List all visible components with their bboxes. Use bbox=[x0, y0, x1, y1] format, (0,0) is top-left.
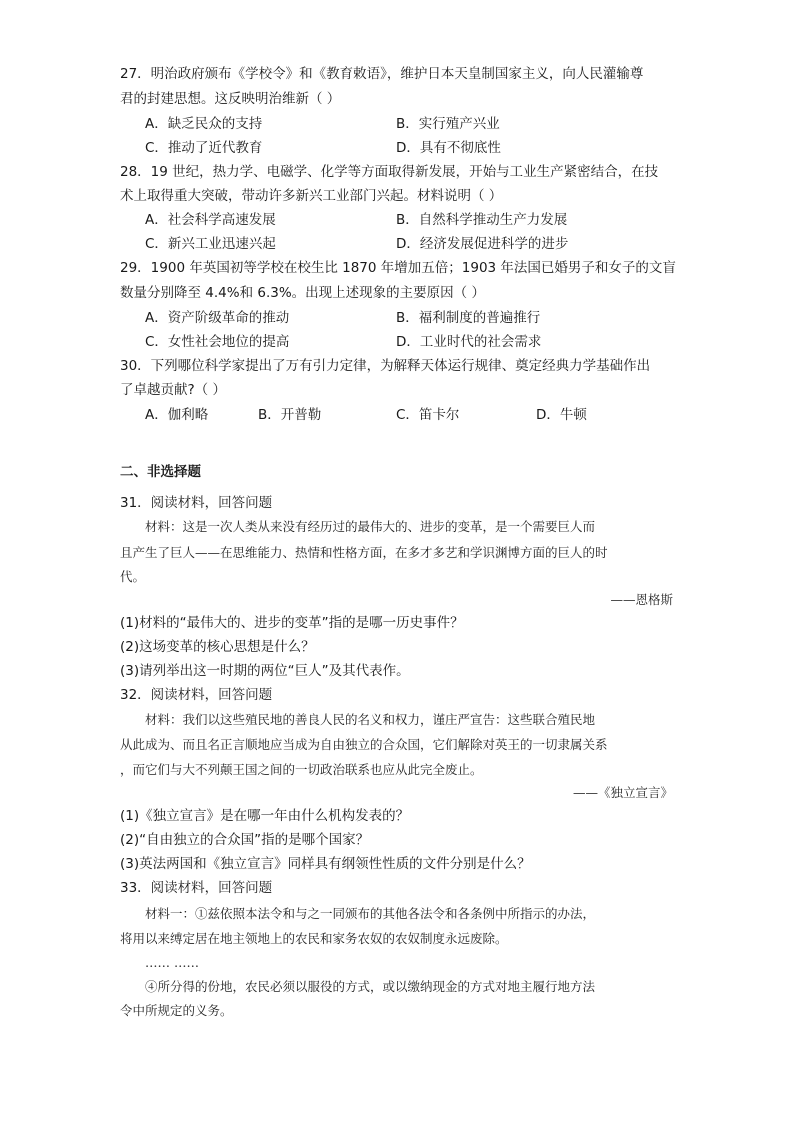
q33-material-line2: 将用以来缚定居在地主领地上的农民和家务农奴的农奴制度永远废除。 bbox=[120, 931, 508, 946]
q31-subquestion-2: (2)这场变革的核心思想是什么？ bbox=[120, 639, 315, 655]
q27-option-c: C．推动了近代教育 bbox=[145, 140, 263, 156]
q29-option-a: A．资产阶级革命的推动 bbox=[145, 310, 290, 326]
q33-material-line4: 令中所规定的义务。 bbox=[120, 1003, 233, 1018]
q27-option-d: D．具有不彻底性 bbox=[396, 140, 501, 156]
q30-option-d: D．牛顿 bbox=[536, 407, 587, 423]
q33-material-line1: 材料一：①兹依照本法令和与之一同颁布的其他各法令和各条例中所指示的办法， bbox=[145, 906, 596, 921]
q32-material-line1: 材料：我们以这些殖民地的善良人民的名义和权力，谨庄严宣告：这些联合殖民地 bbox=[145, 712, 596, 727]
q32-material-line2: 从此成为、而且名正言顺地应当成为自由独立的合众国，它们解除对英王的一切隶属关系 bbox=[120, 737, 608, 752]
q31-material-line2: 且产生了巨人——在思维能力、热情和性格方面，在多才多艺和学识渊博方面的巨人的时 bbox=[120, 545, 608, 560]
q30-option-b: B．开普勒 bbox=[258, 407, 322, 423]
q29-stem-line1: 29．1900 年英国初等学校在校生比 1870 年增加五倍；1903 年法国已婚男子和女子的文盲 bbox=[120, 260, 676, 276]
q33-ellipsis: …… …… bbox=[145, 955, 199, 970]
q31-stem: 31．阅读材料，回答问题 bbox=[120, 495, 273, 511]
q33-material-line3: ④所分得的份地，农民必须以服役的方式，或以缴纳现金的方式对地主履行地方法 bbox=[145, 979, 596, 994]
q32-material-line3: ，而它们与大不列颠王国之间的一切政治联系也应从此完全废止。 bbox=[120, 762, 483, 777]
q29-option-b: B．福利制度的普遍推行 bbox=[396, 310, 541, 326]
q32-stem: 32．阅读材料，回答问题 bbox=[120, 687, 273, 703]
q31-subquestion-1: (1)材料的“最伟大的、进步的变革”指的是哪一历史事件？ bbox=[120, 615, 464, 631]
q33-stem: 33．阅读材料，回答问题 bbox=[120, 880, 273, 896]
q28-stem-line2: 术上取得重大突破，带动许多新兴工业部门兴起。材料说明（ ） bbox=[120, 188, 503, 204]
q29-option-c: C．女性社会地位的提高 bbox=[145, 334, 290, 350]
q30-option-c: C．笛卡尔 bbox=[396, 407, 460, 423]
q31-material-line3: 代。 bbox=[120, 569, 146, 584]
q30-stem-line2: 了卓越贡献?（ ） bbox=[120, 382, 226, 398]
q30-option-a: A．伽利略 bbox=[145, 407, 209, 423]
q31-material-line1: 材料：这是一次人类从来没有经历过的最伟大的、进步的变革，是一个需要巨人而 bbox=[145, 519, 596, 534]
q32-subquestion-1: (1)《独立宣言》是在哪一年由什么机构发表的？ bbox=[120, 808, 410, 824]
section-title: 二、非选择题 bbox=[120, 464, 201, 480]
q32-source: ——《独立宣言》 bbox=[572, 785, 673, 800]
q31-subquestion-3: (3)请列举出这一时期的两位“巨人”及其代表作。 bbox=[120, 663, 410, 679]
q30-stem-line1: 30．下列哪位科学家提出了万有引力定律，为解释天体运行规律、奠定经典力学基础作出 bbox=[120, 358, 651, 374]
q27-stem-line1: 27．明治政府颁布《学校令》和《教育敕语》，维护日本天皇制国家主义，向人民灌输尊 bbox=[120, 66, 644, 82]
q28-option-c: C．新兴工业迅速兴起 bbox=[145, 236, 276, 252]
q28-option-d: D．经济发展促进科学的进步 bbox=[396, 236, 569, 252]
q27-option-b: B．实行殖产兴业 bbox=[396, 116, 500, 132]
q31-source: ——恩格斯 bbox=[610, 592, 673, 607]
q27-stem-line2: 君的封建思想。这反映明治维新（ ） bbox=[120, 91, 341, 107]
q29-option-d: D．工业时代的社会需求 bbox=[396, 334, 542, 350]
q28-option-a: A．社会科学高速发展 bbox=[145, 212, 276, 228]
q32-subquestion-2: (2)“自由独立的合众国”指的是哪个国家？ bbox=[120, 832, 370, 848]
q28-stem-line1: 28．19 世纪，热力学、电磁学、化学等方面取得新发展，开始与工业生产紧密结合，在技 bbox=[120, 164, 659, 180]
q29-stem-line2: 数量分别降至 4.4%和 6.3%。出现上述现象的主要原因（ ） bbox=[120, 285, 485, 301]
q32-subquestion-3: (3)英法两国和《独立宣言》同样具有纲领性性质的文件分别是什么？ bbox=[120, 856, 531, 872]
q28-option-b: B．自然科学推动生产力发展 bbox=[396, 212, 568, 228]
q27-option-a: A．缺乏民众的支持 bbox=[145, 116, 263, 132]
